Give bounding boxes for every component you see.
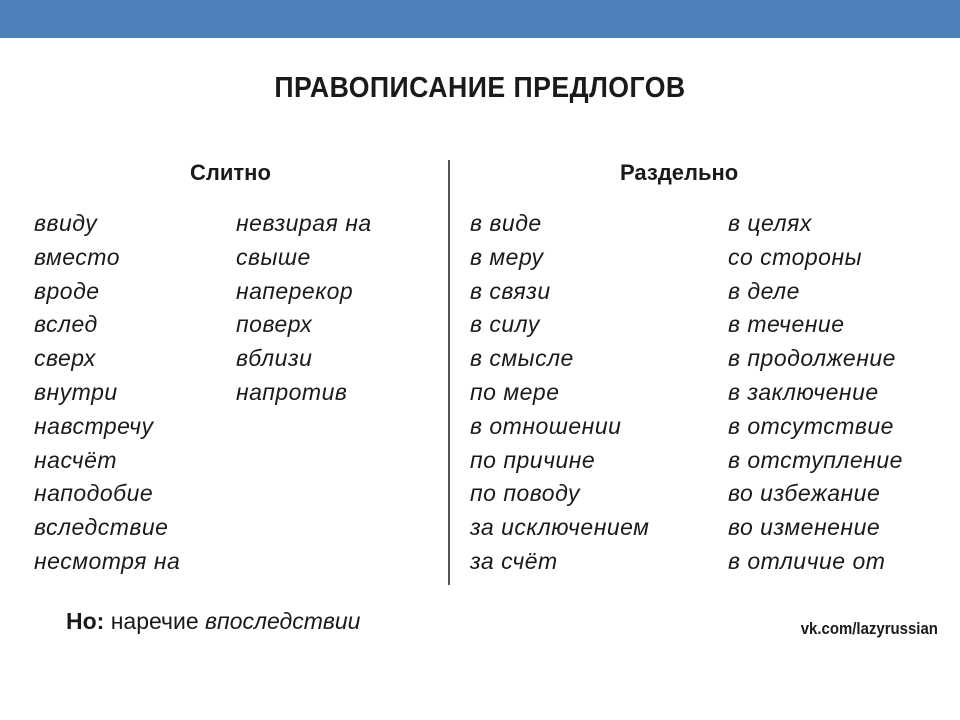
list-together-col1 [34,207,180,579]
note-label: Но: [66,608,105,634]
column-divider [448,160,450,585]
list-item: вслед [34,311,98,338]
list-item: невзирая на [236,210,372,236]
list-item: в связи [470,277,551,304]
list-item: насчёт [34,446,118,473]
list-item: поверх [236,311,313,338]
heading-together: Слитно [190,160,271,185]
list-item: по поводу [470,480,581,507]
list-item: в заключение [728,378,879,405]
page-title: ПРАВОПИСАНИЕ ПРЕДЛОГОВ [274,72,686,104]
note-word: впоследствии [205,608,361,634]
list-item: вместо [34,243,120,270]
list-item: со стороны [728,243,863,270]
list-item: в отсутствие [728,412,894,439]
list-item: сверх [34,345,96,372]
list-item: в смысле [470,345,574,372]
list-together-col2 [236,207,372,410]
note-text: наречие [110,608,199,634]
list-item: по мере [470,378,560,405]
list-item: по причине [470,446,596,473]
heading-separate: Раздельно [620,160,739,185]
list-item: в меру [470,243,544,270]
list-item: в отличие от [728,547,886,574]
list-item: ввиду [34,210,98,236]
list-item: за исключением [470,514,650,541]
exception-note [66,608,360,635]
list-item: наподобие [34,480,154,507]
list-item: в отношении [470,412,622,439]
list-item: в виде [470,210,542,236]
list-item: свыше [236,243,311,270]
list-item: во избежание [728,480,881,507]
list-item: в силу [470,311,540,338]
list-item: в течение [728,311,845,338]
list-item: несмотря на [34,547,181,574]
list-item: в продолжение [728,345,896,372]
list-item: наперекор [236,277,354,304]
list-item: во изменение [728,514,881,541]
source-credit: vk.com/lazyrussian [800,619,938,638]
list-item: в деле [728,277,800,304]
list-item: напротив [236,378,348,405]
top-banner [0,0,960,38]
list-item: вроде [34,277,100,304]
list-item: вблизи [236,345,313,372]
list-item: навстречу [34,412,154,439]
list-item: вследствие [34,514,169,541]
list-separate-col1 [470,207,649,579]
list-item: в отступление [728,446,903,473]
list-item: за счёт [470,547,558,574]
list-separate-col2 [728,207,903,579]
list-item: внутри [34,378,118,405]
list-item: в целях [728,210,812,236]
